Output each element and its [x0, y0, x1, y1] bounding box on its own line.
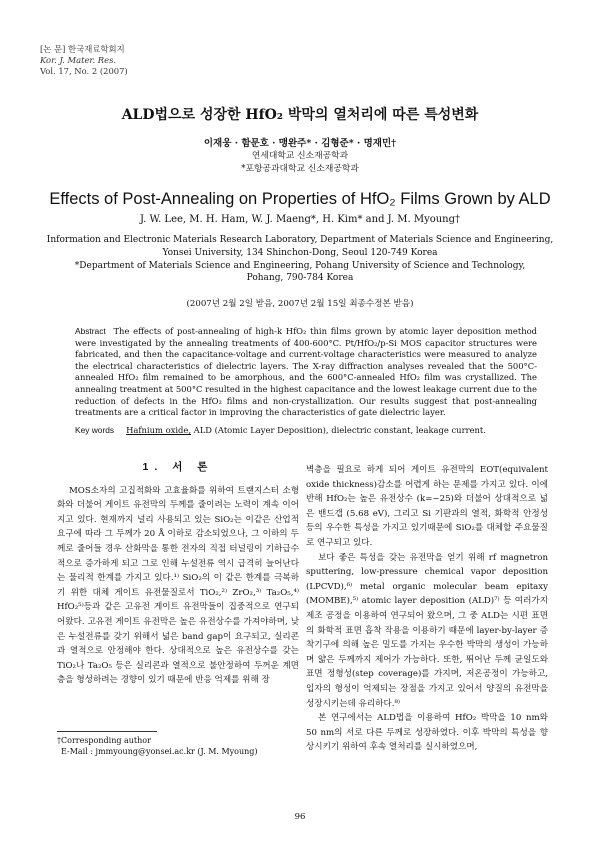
abstract: [75, 326, 537, 419]
keywords-label: Key words: [75, 425, 115, 435]
journal-volume: Vol. 17, No. 2 (2007): [40, 66, 128, 76]
paragraph: MOS소자의 고집적화와 고효율화를 위하여 트랜지스터 소형화와 더불어 게이트 유전막의 두께를 줄이려는 노력이 계속 이어지고 있다. 현재까지 널리 사용되고 있는 SiO₂는 이같은 산업적 요구에 따라 그 두께가 20 Å 이하로 감소되었으나, 그 이하의 두께로 줄어들 경우 산화막을 통한 전자의 직접 터널링이 기하급수적으로 증가하게 되고 그로 인해 누설전류 역시 급격히 늘어난다는 물리적 한계를 가지고 있다.¹⁾ SiO₂의 이 같은 한계를 극복하기 위한 대체 게이트 유전물질로서 TiO₂,²⁾ ZrO₂,³⁾ Ta₂O₅,⁴⁾ HfO₂⁵⁾등과 같은 고유전 게이트 유전막들이 집중적으로 연구되어왔다. 고유전 게이트 유전막은 높은 유전상수를 가져야하며, 낮은 누설전류를 갖기 위해서 넓은 band gap이 요구되고, 실리콘과 열적으로 안정해야 한다. 상대적으로 높은 유전상수를 갖는 TiO₂나 Ta₂O₅ 등은 실리콘과 열적으로 불안정하여 두꺼운 계면층을 형성하려는 경향이 있기 때문에 반응 억제를 위해 장: [57, 485, 299, 686]
affiliation-en-3: *Department of Materials Science and Engineering, Pohang University of Science and Technology,: [74, 260, 526, 271]
affiliations-korean: [0, 150, 600, 176]
journal-name-en: Kor. J. Mater. Res.: [40, 55, 117, 65]
title-english: Effects of Post-Annealing on Properties of HfO₂ Films Grown by ALD: [49, 190, 551, 208]
section-heading-introduction: 1. 서 론: [142, 461, 214, 473]
column-right: [306, 463, 548, 755]
column-left: [57, 460, 299, 688]
affiliation-en-2: Yonsei University, 134 Shinchon-Dong, Seoul 120-749 Korea: [162, 247, 438, 258]
received-dates: (2007년 2월 2일 받음, 2007년 2월 15일 최종수정본 받음): [186, 299, 414, 309]
page-number: 96: [294, 812, 306, 822]
paragraph: 보다 좋은 특성을 갖는 유전막을 얻기 위해 rf magnetron sputtering, low-pressure chemical vapor deposition (LPCVD),⁶⁾ metal organic molecular beam epitaxy (MOMBE),⁵⁾ atomic layer deposition (ALD)⁷⁾ 등 여러가지 제조 공정을 이용하여 연구되어 왔으며, 그 중 ALD는 시편 표면의 화학적 표면 흡착 작용을 이용하기 때문에 layer-by-layer 증착기구에 의해 높은 밀도를 가지는 우수한 박막의 생성이 가능하며 얇은 두께까지 제어가 가능하다. 또한, 뛰어난 두께 균일도와 표면 정형성(step coverage)를 가지며, 저온공정이 가능하고, 입자의 형성이 억제되는 장점을 가지고 있어서 양질의 유전막을 성장시키는데 유리하다.⁸⁾: [306, 552, 548, 709]
journal-header: [40, 44, 128, 77]
keyword-first: Hafnium oxide,: [126, 425, 191, 435]
title-korean: ALD법으로 성장한 HfO₂ 박막의 열처리에 따른 특성변화: [121, 107, 479, 123]
journal-name-ko: [논 문] 한국재료학회지: [40, 44, 125, 54]
affiliation-ko-1: 연세대학교 신소재공학과: [251, 151, 349, 161]
affiliation-en-1: Information and Electronic Materials Research Laboratory, Department of Materials Science and Engineering,: [46, 235, 554, 245]
footnote-email: E-Mail : jmmyoung@yonsei.ac.kr (J. M. Myoung): [61, 747, 258, 756]
paragraph: 벽층을 필요로 하게 되어 게이트 유전막의 EOT(equivalent oxide thickness)감소를 어렵게 하는 문제를 가지고 있다. 이에 반해 HfO₂는 높은 유전상수 (k=~25)와 더불어 상대적으로 넓은 밴드갭 (5.68 eV), 그리고 Si 기판과의 열적, 화학적 안정성 등의 우수한 특성을 가지고 있기때문에 SiO₂를 대체할 주요물질로 연구되고 있다.: [306, 465, 548, 548]
authors-english: J. W. Lee, M. H. Ham, W. J. Maeng*, H. Kim* and J. M. Myoung†: [139, 214, 461, 225]
affiliation-en-4: Pohang, 790-784 Korea: [246, 273, 354, 284]
affiliations-english: [40, 234, 560, 285]
abstract-label: Abstract: [75, 326, 106, 336]
abstract-text: The effects of post-annealing of high-k HfO₂ thin films grown by atomic layer deposition method were investigated by the annealing treatments of 400-600°C. Pt/HfO₂/p-Si MOS capacitor structures were fabricated, and then the capacitance-voltage and current-voltage characteristics were measured to analyze the electrical characteristics of dielectric layers. The X-ray diffraction analyses revealed that the 500°C-annealed HfO₂ film remained to be amorphous, and the 600°C-annealed HfO₂ film was crystallized. The annealing treatment at 500°C resulted in the highest capacitance and the lowest leakage current due to the reduction of defects in the HfO₂ films and non-crystallization. Our results suggest that post-annealing treatments are a critical factor in improving the characteristics of gate dielectric layer.: [75, 326, 537, 418]
paragraph: 본 연구에서는 ALD법을 이용하여 HfO₂ 박막을 10 nm와 50 nm의 서로 다른 두께로 성장하였다. 이후 박막의 특성을 향상시키기 위하여 후속 열처리를 실시하였으며,: [306, 713, 548, 753]
authors-korean: 이재웅 · 함문호 · 맹완주* · 김형준* · 명재민†: [203, 138, 397, 149]
keywords: [75, 425, 545, 435]
footnote-corresponding: †Corresponding author: [57, 736, 151, 745]
keywords-rest: ALD (Atomic Layer Deposition), dielectric constant, leakage current.: [191, 425, 486, 435]
footnote: [57, 735, 258, 757]
footnote-divider: [57, 731, 157, 732]
affiliation-ko-2: *포항공과대학교 신소재공학과: [241, 164, 359, 174]
